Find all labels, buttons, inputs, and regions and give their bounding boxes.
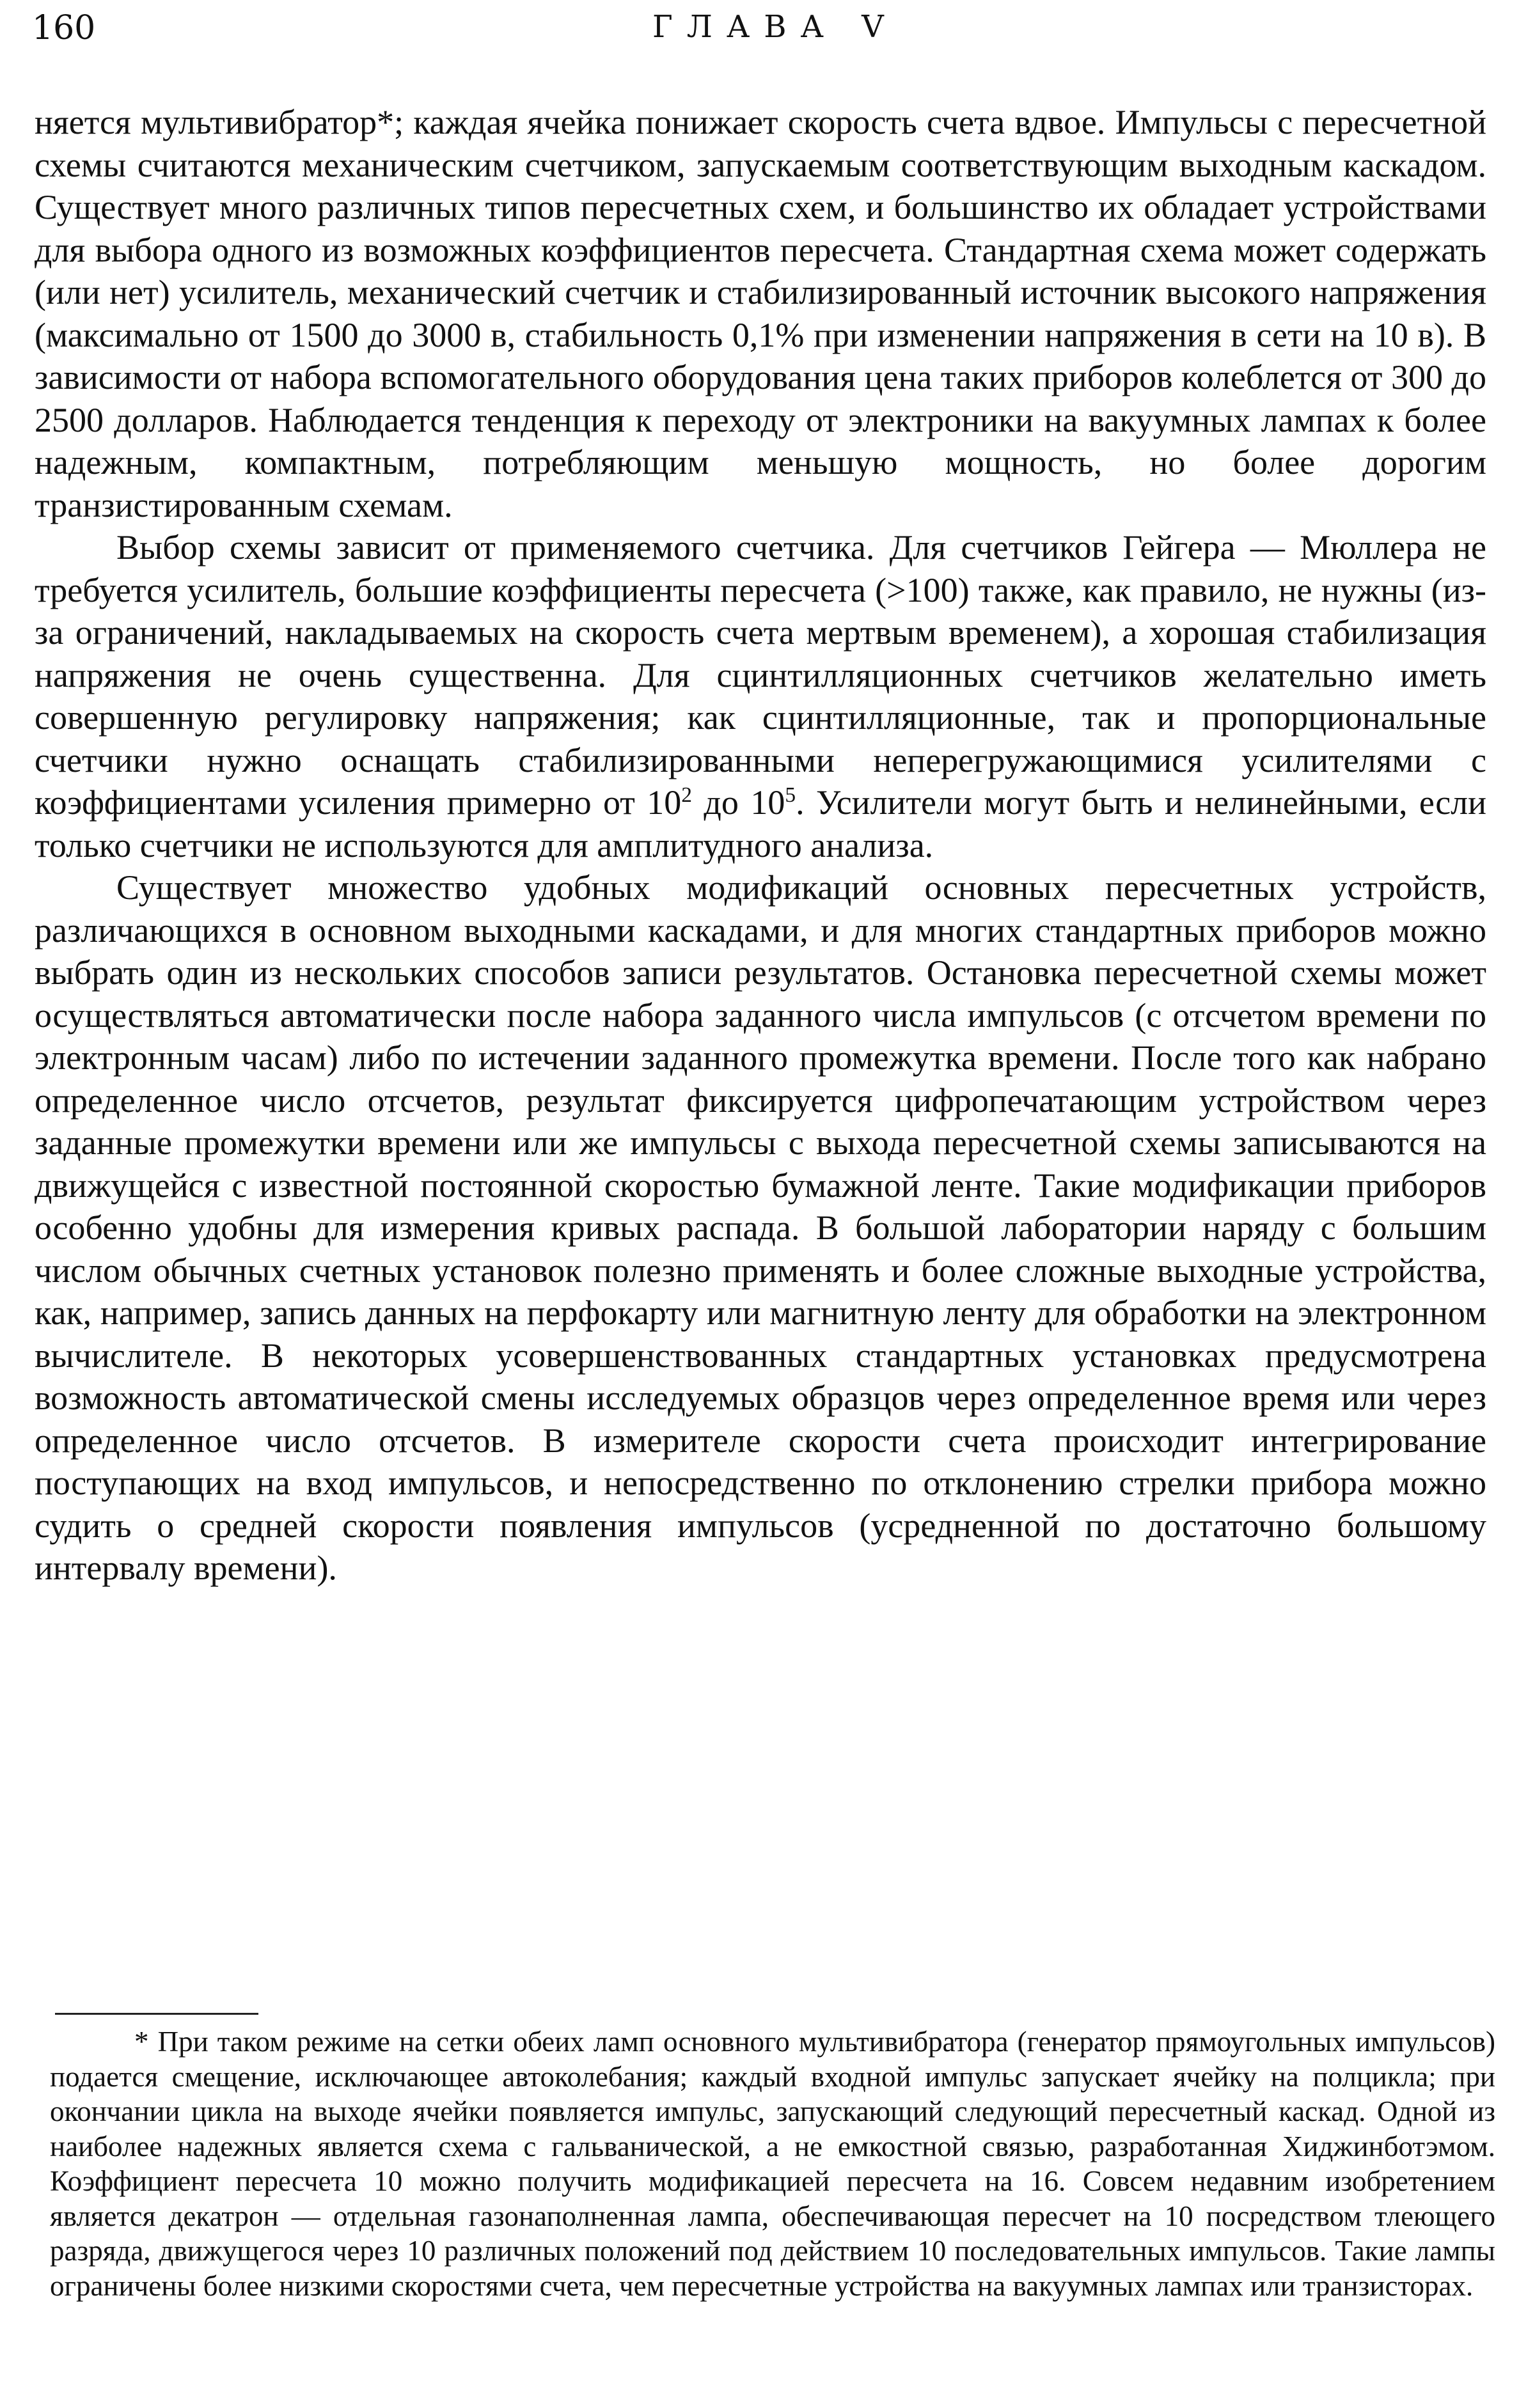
paragraph-2-text-a: Выбор схемы зависит от применяемого счетчика. Для счетчиков Гейгера — Мюллера не требуется усилитель, большие коэффициенты пересчета (>100) также, как правило, не нужны (из-за ограничений, накладываемых на скорость счета мертвым временем), а хорошая стабилизация напряжения не очень существенна. Для сцинтилляционных счетчиков желательно иметь совершенную регулировку напряжения; как сцинтилляционные, так и пропорциональные счетчики нужно оснащать стабилизированными неперегружающимися усилителями с коэффициентами усиления примерно от 10 <box>35 528 1486 822</box>
page-header <box>32 4 1497 61</box>
paragraph-2-text-c: . Усилители могут быть и нелинейными, если только счетчики не используются для амплитудного анализа. <box>35 783 1487 864</box>
footnote-divider <box>55 2013 258 2015</box>
running-head: ГЛАВА V <box>652 9 898 45</box>
paragraph-3: Существует множество удобных модификаций основных пересчетных устройств, различающихся в основном выходными каскадами, и для многих стандартных приборов можно выбрать один из нескольких способов записи результатов. Остановка пересчетной схемы может осуществляться автоматически после набора заданного числа импульсов (с отсчетом времени по электронным часам) либо по истечении заданного промежутка времени. После того как набрано определенное число отсчетов, результат фиксируется цифропечатающим устройством через заданные промежутки времени или же импульсы с выхода пересчетной схемы записываются на движущейся с известной постоянной скоростью бумажной ленте. Такие модификации приборов особенно удобны для измерения кривых распада. В большой лаборатории наряду с большим числом обычных счетных установок полезно применять и более сложные выходные устройства, как, например, запись данных на перфокарту или магнитную ленту для обработки на электронном вычислителе. В некоторых усовершенствованных стандартных установках предусмотрена возможность автоматической смены исследуемых образцов через определенное время или через определенное число отсчетов. В измерителе скорости счета происходит интегрирование поступающих на вход импульсов, и непосредственно по отклонению стрелки прибора можно судить о средней скорости появления импульсов (усредненной по достаточно большому интервалу времени). <box>35 868 1486 1587</box>
main-text <box>35 101 1486 1590</box>
paragraph-1: няется мультивибратор*; каждая ячейка понижает скорость счета вдвое. Импульсы с пересчетной схемы считаются механическим счетчиком, запускаемым соответствующим выходным каскадом. Существует много различных типов пересчетных схем, и большинство их обладает устройствами для выбора одного из возможных коэффициентов пересчета. Стандартная схема может содержать (или нет) усилитель, механический счетчик и стабилизированный источник высокого напряжения (максимально от 1500 до 3000 в, стабильность 0,1% при изменении напряжения в сети на 10 в). В зависимости от набора вспомогательного оборудования цена таких приборов колеблется от 300 до 2500 долларов. Наблюдается тенденция к переходу от электроники на вакуумных лампах к более надежным, компактным, потребляющим меньшую мощность, но более дорогим транзистированным схемам. <box>35 103 1486 524</box>
page-number: 160 <box>32 9 96 47</box>
exponent-2: 2 <box>681 783 693 807</box>
paragraph-2 <box>35 526 1486 866</box>
paragraph-2-text-b: до 10 <box>692 783 785 822</box>
footnote <box>50 2024 1495 2303</box>
footnote-text: * При таком режиме на сетки обеих ламп основного мультивибратора (генератор прямоугольных импульсов) подается смещение, исключающее автоколебания; каждый входной импульс запускает ячейку на полцикла; при окончании цикла на выходе ячейки появляется импульс, запускающий следующий пересчетный каскад. Одной из наиболее надежных является схема с гальванической, а не емкостной связью, разработанная Хиджинботэмом. Коэффициент пересчета 10 можно получить модификацией пересчета на 16. Совсем недавним изобретением является декатрон — отдельная газонаполненная лампа, обеспечивающая пересчет на 10 посредством тлеющего разряда, движущегося через 10 различных положений под действием 10 последовательных импульсов. Такие лампы ограничены более низкими скоростями счета, чем пересчетные устройства на вакуумных лампах или транзисторах. <box>50 2026 1495 2302</box>
exponent-5: 5 <box>785 783 796 807</box>
